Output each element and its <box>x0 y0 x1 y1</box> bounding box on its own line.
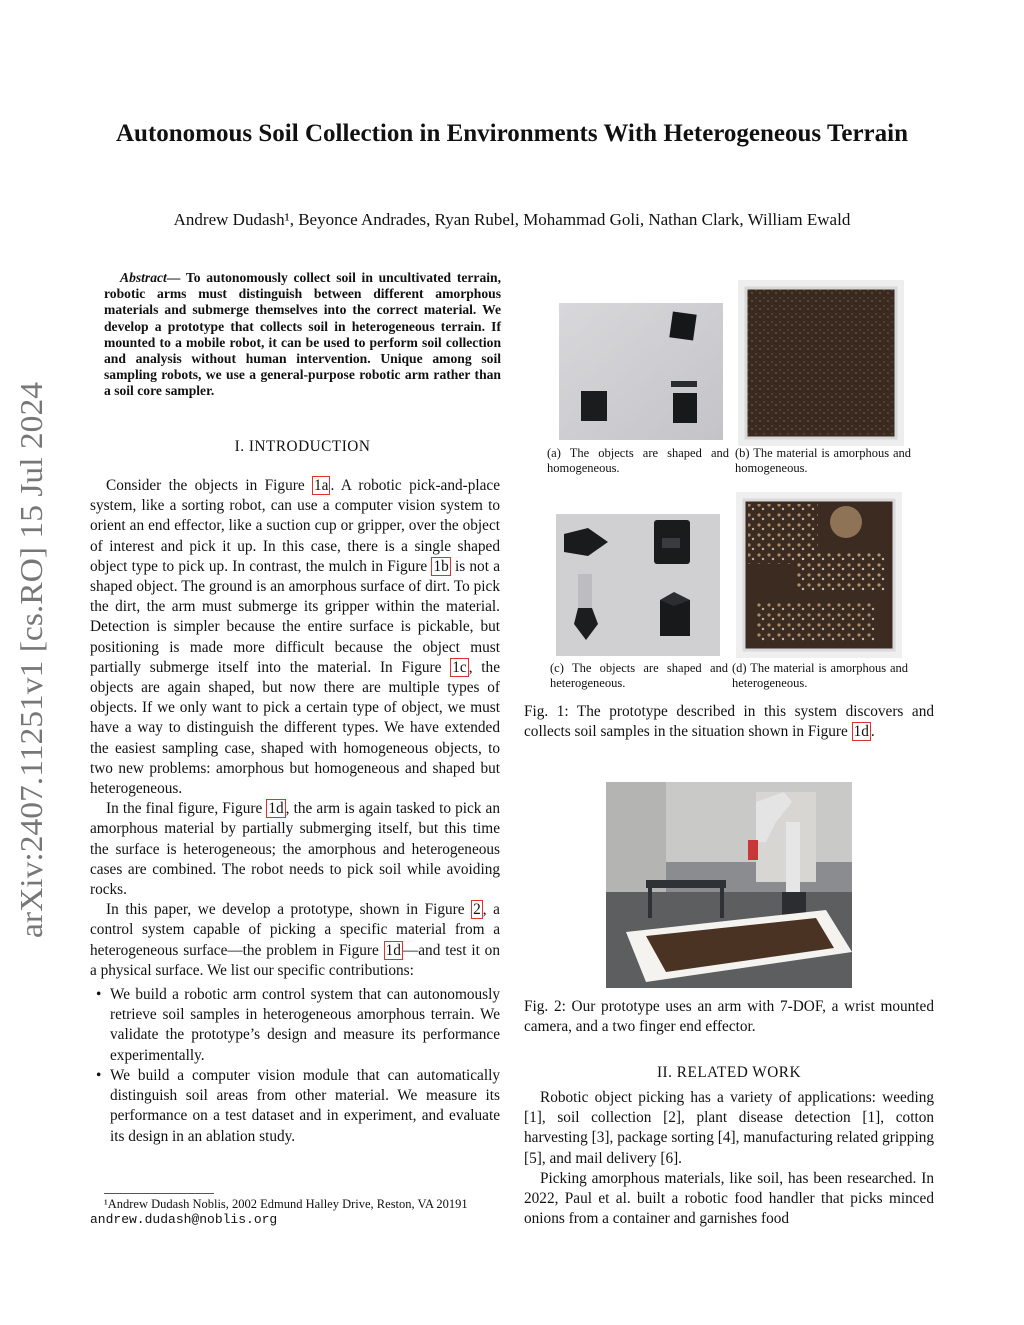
figure-1a-caption: (a) The objects are shaped and homogeneous. <box>547 446 729 475</box>
intro-heading: I. INTRODUCTION <box>234 438 371 455</box>
figure-2-image <box>606 782 852 988</box>
related-paragraph-1: Robotic object picking has a variety of applications: weeding [1], soil collection [2], plant disease detection [1], cotton harvesting [3], package sorting [4], manufacturing related gripping [5], and mail delivery [6]. <box>524 1089 934 1167</box>
arxiv-identifier <box>10 380 50 940</box>
related-paragraph-2: Picking amorphous materials, like soil, has been researched. In 2022, Paul et al. built a robotic food handler that picks minced onions from a container and garnishes food <box>524 1169 934 1228</box>
author-list: Andrew Dudash¹, Beyonce Andrades, Ryan Rubel, Mohammad Goli, Nathan Clark, William Ewald <box>173 210 851 229</box>
figure-ref-1a[interactable]: 1a <box>314 477 329 494</box>
figure-1b-caption: (b) The material is amorphous and homogeneous. <box>735 446 911 475</box>
figure-ref-1b[interactable]: 1b <box>433 557 449 575</box>
figure-1d-image <box>736 492 902 658</box>
intro-paragraph-2: In the final figure, Figure 1d , the arm is again tasked to pick an amorphous material by partially submerging itself, but this time the surface is heterogeneous; the amorphous and heterogeneous cases are combined. The robot needs to pick soil while avoiding rocks. <box>90 800 500 899</box>
footnote-rule <box>104 1193 214 1194</box>
figure-1c-image <box>556 514 720 656</box>
abstract-text: To autonomously collect soil in uncultivated terrain, robotic arms must distinguish between different amorphous materials and submerge themselves into the correct material. We develop a prototype that collects soil in heterogeneous terrain. If mounted to a mobile robot, it can be used to perform soil collection and analysis without human intervention. Unique among soil sampling robots, we use a general-purpose robotic arm rather than a soil core sampler. <box>104 270 501 399</box>
figure-ref-1d[interactable]: 1d <box>853 723 869 741</box>
figure-1a-image <box>559 303 723 440</box>
figure-ref-1d[interactable]: 1d <box>385 941 401 959</box>
related-work-heading: II. RELATED WORK <box>656 1064 802 1081</box>
footnote <box>90 1197 502 1227</box>
figure-ref-1d[interactable]: 1d <box>268 800 284 818</box>
arxiv-identifier-text: arXiv:2407.11251v1 [cs.RO] 15 Jul 2024 <box>13 407 49 938</box>
related-work-body <box>524 1088 934 1229</box>
footnote-email[interactable]: andrew.dudash@noblis.org <box>90 1212 278 1227</box>
contribution-item: • We build a robotic arm control system that can autonomously retrieve soil samples in heterogeneous amorphous terrain. We validate the prototype’s design and measure its performance experimentally. <box>110 985 500 1066</box>
figure-ref-2[interactable]: 2 <box>473 901 481 919</box>
figure-1-caption: Fig. 1: The prototype described in this system discovers and collects soil samples in the situation shown in Figure 1d . <box>524 703 934 741</box>
figure-2-caption: Fig. 2: Our prototype uses an arm with 7-DOF, a wrist mounted camera, and a two finger end effector. <box>524 998 934 1036</box>
intro-body <box>90 476 500 1147</box>
figure-1b-image <box>738 280 904 446</box>
abstract-lead: Abstract— <box>120 270 181 285</box>
figure-1c-caption: (c) The objects are shaped and heterogeneous. <box>550 661 728 690</box>
intro-paragraph-1: Consider the objects in Figure 1a . A robotic pick-and-place system, like a sorting robot, can use a computer vision system to orient an end effector, like a suction cup or gripper, over the object of interest and pick it up. In this case, there is a single shaped object type to pick up. In contrast, the mulch in Figure 1b is not a shaped object. The ground is an amorphous surface of dirt. To pick the dirt, the arm must submerge its gripper within the material. Detection is simpler because the entire surface is pickable, but positioning is made more difficult because the object must partially submerge itself into the material. In Figure 1c , the objects are again shaped, but now there are multiple types of objects. If we only want to pick a certain type of object, we must have a way to distinguish the different types. We have extended the easiest sampling case, shaped with homogeneous objects, to two new problems: amorphous but homogeneous and shaped but heterogeneous. <box>90 477 500 798</box>
figure-ref-1c[interactable]: 1c <box>452 658 467 676</box>
contribution-item: • We build a computer vision module that can automatically distinguish soil areas from other material. We measure its performance on a test dataset and in experiment, and evaluate its design in an ablation study. <box>110 1066 500 1147</box>
paper-title: Autonomous Soil Collection in Environments With Heterogeneous Terrain <box>116 120 908 147</box>
contribution-list <box>90 985 500 1147</box>
footnote-text: ¹Andrew Dudash Noblis, 2002 Edmund Halley Drive, Reston, VA 20191 <box>104 1197 468 1211</box>
figure-1d-caption: (d) The material is amorphous and heterogeneous. <box>732 661 908 690</box>
intro-paragraph-3: In this paper, we develop a prototype, shown in Figure 2 , a control system capable of picking a specific material from a heterogeneous surface—the problem in Figure 1d —and test it on a physical surface. We list our specific contributions: <box>90 901 500 979</box>
abstract <box>104 270 501 400</box>
